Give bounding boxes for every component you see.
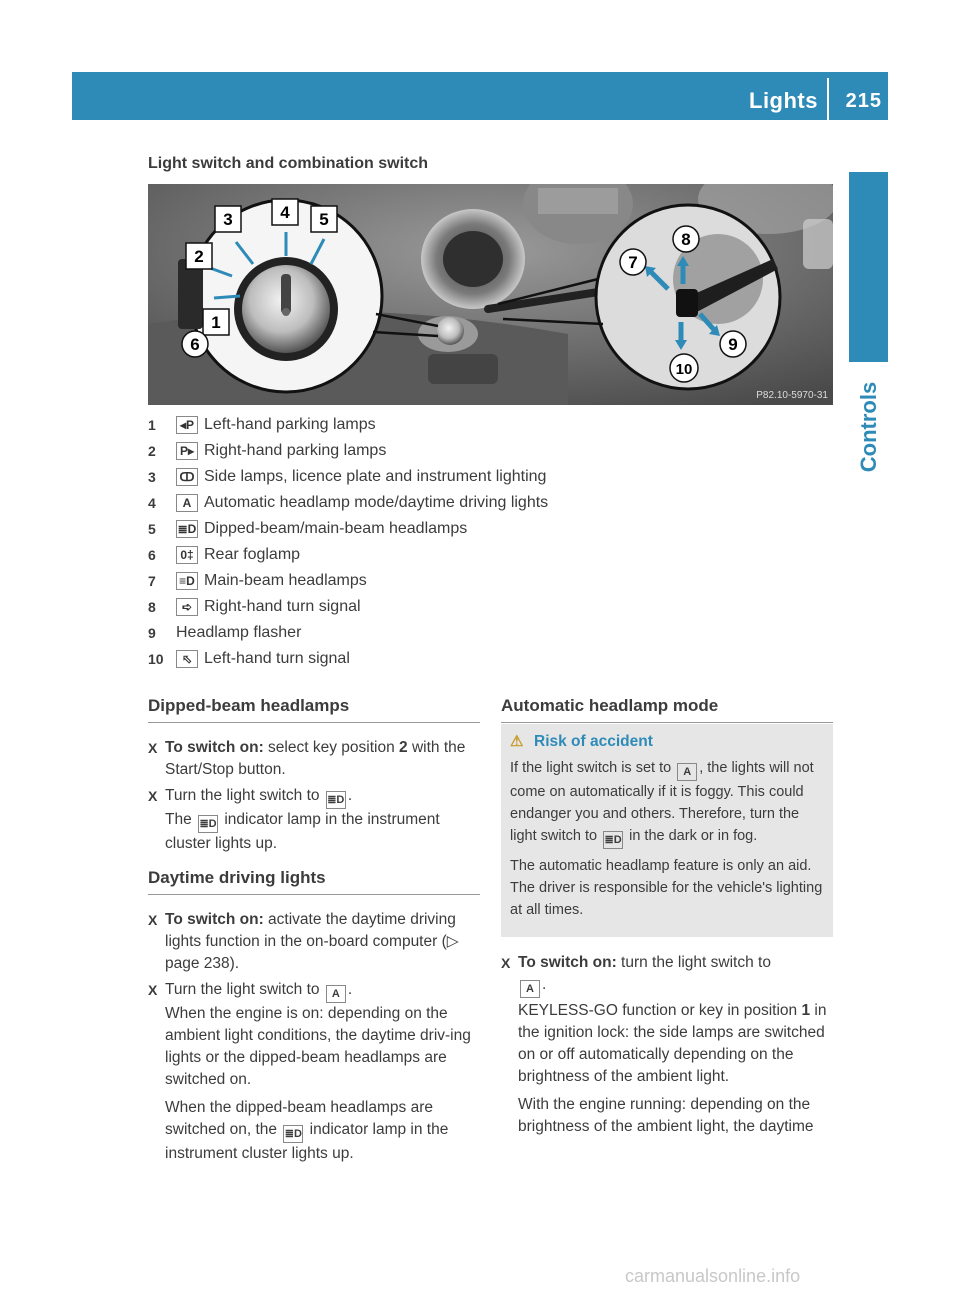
auto-headlamp-icon: A xyxy=(326,985,346,1003)
section-title: Light switch and combination switch xyxy=(148,155,429,172)
step-item: X To switch on: select key position 2 with the Start/Stop button. xyxy=(148,739,466,778)
result-text: The ≣D indicator lamp in the instrument cluster lights up. xyxy=(165,811,440,852)
left-turn-signal-icon: ⬁ xyxy=(176,650,198,668)
warning-box xyxy=(501,724,833,937)
step-marker-icon: X xyxy=(148,740,158,756)
figure-legend xyxy=(148,412,828,672)
legend-item: 8 ➪ Right-hand turn signal xyxy=(148,598,361,615)
dipped-beam-heading: Dipped-beam headlamps xyxy=(148,696,480,723)
legend-item: 3 ↀ Side lamps, licence plate and instrument lighting xyxy=(148,468,547,485)
dipped-beam-icon: ≣D xyxy=(283,1125,303,1143)
legend-item: 2 P▸ Right-hand parking lamps xyxy=(148,442,387,459)
dipped-beam-icon: ≣D xyxy=(198,815,218,833)
daytime-section xyxy=(148,868,480,1165)
dipped-beam-icon: ≣D xyxy=(326,791,346,809)
legend-item: 9 Headlamp flasher xyxy=(148,624,302,641)
side-lamps-icon: ↀ xyxy=(176,468,198,486)
callout-10: 10 xyxy=(675,361,693,378)
callout-1: 1 xyxy=(211,313,221,332)
rear-foglamp-icon: 0‡ xyxy=(176,546,198,564)
daytime-heading: Daytime driving lights xyxy=(148,868,480,895)
callout-2: 2 xyxy=(194,247,204,266)
step-item: X Turn the light switch to A . xyxy=(148,979,480,1003)
step-marker-icon: X xyxy=(148,912,158,928)
step-item: X To switch on: turn the light switch to A . xyxy=(501,952,833,998)
step-marker-icon: X xyxy=(148,788,158,804)
legend-item: 5 ≣D Dipped-beam/main-beam headlamps xyxy=(148,520,468,537)
result-text: With the engine running: depending on the brightness of the ambient light, the daytime xyxy=(518,1096,814,1135)
right-turn-signal-icon: ➪ xyxy=(176,598,198,616)
warning-text: If the light switch is set to A , the lights will not come on automatically if it is foggy. This could endanger you and others. Therefore, turn the light switch to ≣D in the dark or in fog. xyxy=(510,757,825,849)
legend-item: 1 ◂P Left-hand parking lamps xyxy=(148,416,376,433)
dipped-beam-icon: ≣D xyxy=(603,831,623,849)
callout-7: 7 xyxy=(628,253,638,272)
page-header xyxy=(72,72,888,120)
warning-text: The automatic headlamp feature is only an aid. The driver is responsible for the vehicle's lighting at all times. xyxy=(510,858,823,918)
callout-3: 3 xyxy=(223,210,233,229)
warning-triangle-icon: ⚠ xyxy=(510,733,524,750)
step-marker-icon: X xyxy=(501,955,511,971)
result-text: KEYLESS-GO function or key in position 1 in the ignition lock: the side lamps are switched on or off automatically depending on the brightness of the ambient light. xyxy=(518,1002,827,1085)
step-item: X To switch on: activate the daytime driving lights function in the on-board computer (▷ page 238). xyxy=(148,911,459,972)
auto-headlamp-icon: A xyxy=(677,763,697,781)
dipped-beam-icon: ≣D xyxy=(177,522,197,536)
dashboard-figure xyxy=(148,184,833,405)
auto-headlamp-icon: A xyxy=(176,494,198,512)
automatic-section xyxy=(501,696,833,723)
side-tab-label: Controls xyxy=(855,381,881,473)
result-text: When the engine is on: depending on the ambient light conditions, the daytime driv-ing lights or the dipped-beam headlamps are switched on. xyxy=(165,1005,471,1088)
callout-9: 9 xyxy=(728,335,738,354)
dashboard-illustration xyxy=(148,184,833,405)
legend-item: 7 ≡D Main-beam headlamps xyxy=(148,572,367,589)
automatic-steps xyxy=(501,952,833,1138)
callout-4: 4 xyxy=(280,203,290,222)
legend-item: 4 A Automatic headlamp mode/daytime driving lights xyxy=(148,494,549,511)
auto-headlamp-icon: A xyxy=(520,980,540,998)
callout-6: 6 xyxy=(190,335,200,354)
legend-item: 6 0‡ Rear foglamp xyxy=(148,546,301,563)
side-tab-marker xyxy=(849,172,888,362)
left-parking-lamp-icon: ◂P xyxy=(176,416,198,434)
main-beam-icon: ≡D xyxy=(176,572,198,590)
header-divider xyxy=(827,78,829,120)
legend-item: 10 ⬁ Left-hand turn signal xyxy=(148,650,350,667)
page-number: 215 xyxy=(845,90,882,112)
footer-watermark: carmanualsonline.info xyxy=(625,1266,801,1286)
automatic-heading: Automatic headlamp mode xyxy=(501,696,833,723)
step-marker-icon: X xyxy=(148,982,158,998)
dipped-beam-section xyxy=(148,696,480,855)
step-item: X Turn the light switch to ≣D . xyxy=(148,785,480,809)
chapter-title: Lights xyxy=(749,88,818,113)
figure-ref-code: P82.10-5970-31 xyxy=(756,390,828,401)
warning-title: ⚠ Risk of accident xyxy=(510,733,653,750)
result-text: When the dipped-beam headlamps are switched on, the ≣D indicator lamp in the instrument cluster lights up. xyxy=(165,1099,449,1162)
right-parking-lamp-icon: P▸ xyxy=(176,442,198,460)
callout-8: 8 xyxy=(681,230,691,249)
callout-5: 5 xyxy=(319,210,329,229)
